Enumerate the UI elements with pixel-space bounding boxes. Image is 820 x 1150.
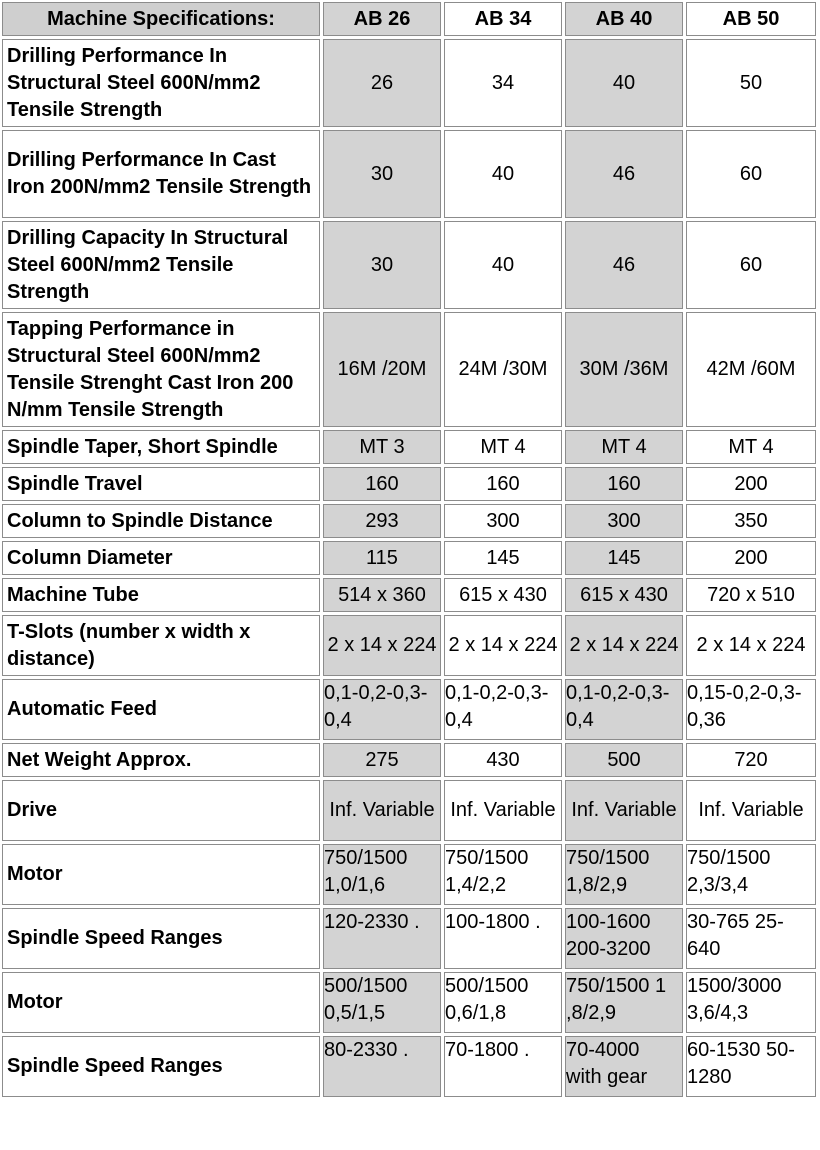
row-value: 100-1800 .	[444, 908, 562, 969]
row-label: Automatic Feed	[2, 679, 320, 740]
row-value: 275	[323, 743, 441, 777]
header-row	[2, 2, 816, 36]
row-value: 2 x 14 x 224	[686, 615, 816, 676]
row-value: 100-1600 200-3200	[565, 908, 683, 969]
row-value: 145	[565, 541, 683, 575]
row-value: 750/1500 1,0/1,6	[323, 844, 441, 905]
row-value: 500/1500 0,6/1,8	[444, 972, 562, 1033]
row-value: 500	[565, 743, 683, 777]
row-value: 30M /36M	[565, 312, 683, 427]
row-value: 0,15-0,2-0,3-0,36	[686, 679, 816, 740]
row-value: 60	[686, 221, 816, 309]
row-value: 350	[686, 504, 816, 538]
header-model-ab40: AB 40	[565, 2, 683, 36]
row-value: 200	[686, 541, 816, 575]
table-row	[2, 504, 816, 538]
row-value: 160	[565, 467, 683, 501]
row-value: 145	[444, 541, 562, 575]
table-row	[2, 780, 816, 841]
row-value: 430	[444, 743, 562, 777]
row-value: MT 4	[565, 430, 683, 464]
table-row	[2, 679, 816, 740]
row-value: 40	[444, 221, 562, 309]
row-value: 30-765 25-640	[686, 908, 816, 969]
row-value: 300	[565, 504, 683, 538]
row-label: Column to Spindle Distance	[2, 504, 320, 538]
row-value: 720 x 510	[686, 578, 816, 612]
row-label: Spindle Speed Ranges	[2, 1036, 320, 1097]
row-value: 750/1500 1 ,8/2,9	[565, 972, 683, 1033]
row-label: T-Slots (number x width x distance)	[2, 615, 320, 676]
row-value: 60	[686, 130, 816, 218]
row-value: 500/1500 0,5/1,5	[323, 972, 441, 1033]
row-value: 80-2330 .	[323, 1036, 441, 1097]
row-value: 0,1-0,2-0,3-0,4	[444, 679, 562, 740]
row-value: 16M /20M	[323, 312, 441, 427]
row-value: 0,1-0,2-0,3-0,4	[565, 679, 683, 740]
row-value: 1500/3000 3,6/4,3	[686, 972, 816, 1033]
row-value: 2 x 14 x 224	[565, 615, 683, 676]
table-row	[2, 844, 816, 905]
table-row	[2, 221, 816, 309]
row-value: 60-1530 50-1280	[686, 1036, 816, 1097]
row-value: 0,1-0,2-0,3-0,4	[323, 679, 441, 740]
row-value: 750/1500 2,3/3,4	[686, 844, 816, 905]
row-value: 70-4000 with gear	[565, 1036, 683, 1097]
row-value: 70-1800 .	[444, 1036, 562, 1097]
row-value: 615 x 430	[444, 578, 562, 612]
row-label: Spindle Taper, Short Spindle	[2, 430, 320, 464]
header-label: Machine Specifications:	[2, 2, 320, 36]
spec-body	[2, 39, 816, 1097]
table-row	[2, 578, 816, 612]
row-value: 24M /30M	[444, 312, 562, 427]
table-row	[2, 467, 816, 501]
row-value: 160	[323, 467, 441, 501]
row-value: 720	[686, 743, 816, 777]
row-value: 514 x 360	[323, 578, 441, 612]
row-label: Net Weight Approx.	[2, 743, 320, 777]
row-value: 26	[323, 39, 441, 127]
row-label: Drilling Capacity In Structural Steel 600N/mm2 Tensile Strength	[2, 221, 320, 309]
row-value: 160	[444, 467, 562, 501]
row-value: Inf. Variable	[323, 780, 441, 841]
row-value: 300	[444, 504, 562, 538]
row-label: Spindle Travel	[2, 467, 320, 501]
row-label: Motor	[2, 972, 320, 1033]
row-label: Drive	[2, 780, 320, 841]
table-row	[2, 130, 816, 218]
table-row	[2, 430, 816, 464]
table-row	[2, 908, 816, 969]
row-label: Drilling Performance In Cast Iron 200N/mm2 Tensile Strength	[2, 130, 320, 218]
row-label: Machine Tube	[2, 578, 320, 612]
row-value: 30	[323, 130, 441, 218]
row-value: 46	[565, 130, 683, 218]
header-model-ab34: AB 34	[444, 2, 562, 36]
table-row	[2, 615, 816, 676]
row-value: 115	[323, 541, 441, 575]
row-value: 40	[565, 39, 683, 127]
row-value: 2 x 14 x 224	[323, 615, 441, 676]
row-value: Inf. Variable	[565, 780, 683, 841]
row-value: MT 4	[686, 430, 816, 464]
row-value: 30	[323, 221, 441, 309]
table-row	[2, 312, 816, 427]
row-label: Tapping Performance in Structural Steel 600N/mm2 Tensile Strenght Cast Iron 200 N/mm Tensile Strength	[2, 312, 320, 427]
row-value: 34	[444, 39, 562, 127]
row-value: 200	[686, 467, 816, 501]
row-label: Drilling Performance In Structural Steel 600N/mm2 Tensile Strength	[2, 39, 320, 127]
table-row	[2, 541, 816, 575]
row-value: 40	[444, 130, 562, 218]
table-row	[2, 39, 816, 127]
table-row	[2, 972, 816, 1033]
row-value: 46	[565, 221, 683, 309]
row-value: MT 4	[444, 430, 562, 464]
row-label: Motor	[2, 844, 320, 905]
table-row	[2, 1036, 816, 1097]
row-value: 750/1500 1,4/2,2	[444, 844, 562, 905]
row-value: 615 x 430	[565, 578, 683, 612]
row-value: Inf. Variable	[686, 780, 816, 841]
row-label: Column Diameter	[2, 541, 320, 575]
table-row	[2, 743, 816, 777]
row-value: 42M /60M	[686, 312, 816, 427]
row-value: 2 x 14 x 224	[444, 615, 562, 676]
row-label: Spindle Speed Ranges	[2, 908, 320, 969]
row-value: MT 3	[323, 430, 441, 464]
row-value: 50	[686, 39, 816, 127]
header-model-ab26: AB 26	[323, 2, 441, 36]
row-value: Inf. Variable	[444, 780, 562, 841]
row-value: 750/1500 1,8/2,9	[565, 844, 683, 905]
row-value: 120-2330 .	[323, 908, 441, 969]
header-model-ab50: AB 50	[686, 2, 816, 36]
row-value: 293	[323, 504, 441, 538]
